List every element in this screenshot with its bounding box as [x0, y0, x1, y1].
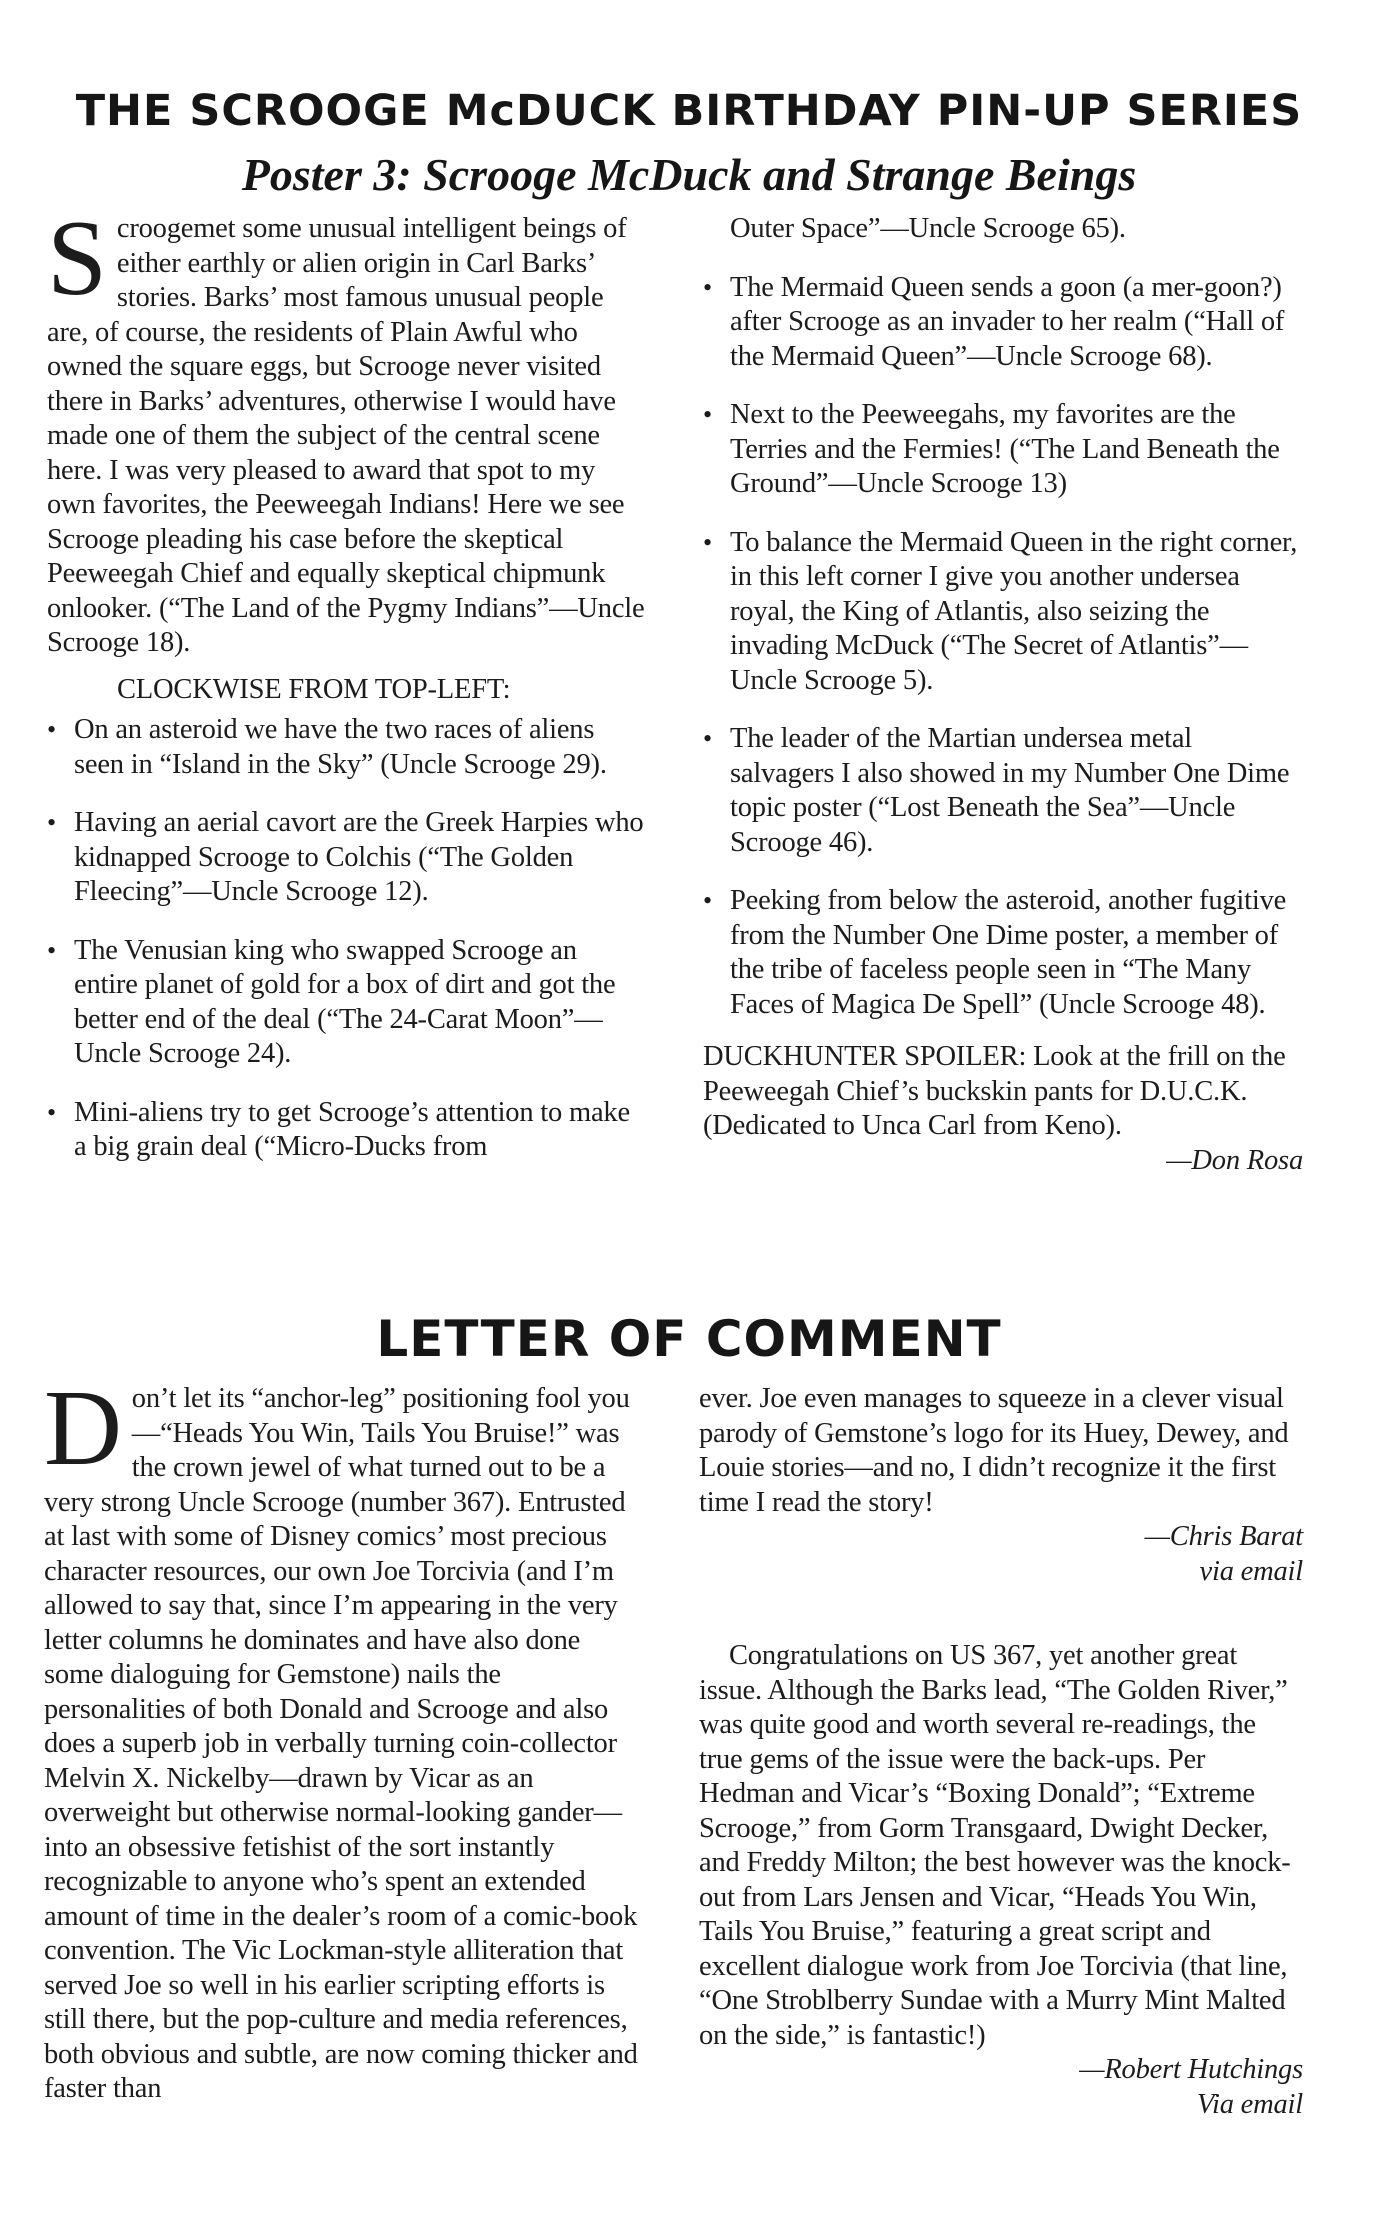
intro-text: croogemet some unusual intelligent beings of either earthly or alien origin in Carl Barks’ stories. Barks’ most famous unusual people are, of course, the residents of Plain Awful who owned the square eggs, but Scrooge never visited there in Barks’ adventures, otherwise I would have made one of them the subject of the central scene here. I was very pleased to award that spot to my own favorites, the Peeweegah Indians! Here we see Scrooge pleading his case before the skeptical Peeweegah Chief and equally skeptical chipmunk onlooker. (“The Land of the Pygmy Indians”—Uncle Scrooge 18). [47, 213, 645, 658]
letters-column-right [699, 1382, 1303, 2122]
letter2-author: —Robert Hutchings [1079, 2054, 1303, 2085]
bullet-dot-icon: • [703, 886, 712, 915]
bullet-dot-icon: • [703, 527, 712, 557]
bullet-item: • The Mermaid Queen sends a goon (a mer-goon?) after Scrooge as an invader to her realm (“Hall of the Mermaid Queen”—Uncle Scrooge 68). [703, 271, 1285, 372]
letter1-author: —Chris Barat [1144, 1521, 1303, 1552]
duckhunter-spoiler: DUCKHUNTER SPOILER: Look at the frill on the Peeweegah Chief’s buckskin pants for D.U.C.K. (Dedicated to Unca Carl from Keno). [703, 1041, 1286, 1141]
bullet-dot-icon: • [47, 808, 56, 837]
bullet-dot-icon: • [47, 1097, 56, 1127]
article-signature: —Don Rosa [1166, 1144, 1303, 1176]
bullet-continuation: Outer Space”—Uncle Scrooge 65). [730, 213, 1126, 244]
intro-dropcap: S [47, 199, 107, 318]
letter1-dropcap: D [44, 1369, 122, 1488]
letters-column-left [44, 1369, 640, 2107]
bullet-dot-icon: • [703, 724, 712, 753]
letters-title: LETTER OF COMMENT [376, 1310, 1002, 1368]
bullet-item: • Having an aerial cavort are the Greek Harpies who kidnapped Scrooge to Colchis (“The Golden Fleecing”—Uncle Scrooge 12). [47, 807, 644, 907]
intro-paragraph [47, 199, 647, 661]
bullet-item: • The Venusian king who swapped Scrooge an entire planet of gold for a box of dirt and got the better end of the deal (“The 24-Carat Moon”—Uncle Scrooge 24). [47, 934, 616, 1069]
bullet-item: • Peeking from below the asteroid, another fugitive from the Number One Dime poster, a member of the tribe of faceless people seen in “The Many Faces of Magica De Spell” (Uncle Scrooge 48). [703, 885, 1287, 1020]
bullet-dot-icon: • [47, 715, 56, 744]
article-column-left [47, 199, 647, 1189]
letter1-continued: ever. Joe even manages to squeeze in a clever visual parody of Gemstone’s logo for its Huey, Dewey, and Louie stories—and no, I didn’t recognize it the first time I read the story! [699, 1383, 1289, 1518]
article-subtitle: Poster 3: Scrooge McDuck and Strange Beings [241, 149, 1137, 200]
clockwise-heading: CLOCKWISE FROM TOP-LEFT: [117, 673, 511, 705]
letter2-via: Via email [1196, 2088, 1303, 2120]
letter-spacer [699, 1589, 1303, 1639]
letter1-paragraph [44, 1369, 640, 2107]
letter1-via: via email [1199, 1555, 1303, 1587]
bullet-dot-icon: • [703, 400, 712, 429]
bullet-item: • The leader of the Martian undersea metal salvagers I also showed in my Number One Dime topic poster (“Lost Beneath the Sea”—Uncle Scrooge 46). [703, 723, 1290, 858]
bullet-item: • Next to the Peeweegahs, my favorites are the Terries and the Fermies! (“The Land Beneath the Ground”—Uncle Scrooge 13) [703, 399, 1280, 499]
bullet-item: • To balance the Mermaid Queen in the right corner, in this left corner I give you another undersea royal, the King of Atlantis, also seizing the invading McDuck (“The Secret of Atlantis”—Uncle Scrooge 5). [703, 526, 1298, 696]
bullet-list-left [47, 713, 647, 1165]
bullet-list-right [703, 271, 1303, 1023]
letter2-text: Congratulations on US 367, yet another great issue. Although the Barks lead, “The Golden River,” was quite good and worth several re-readings, the true gems of the issue were the back-ups. Per Hedman and Vicar’s “Boxing Donald”; “Extreme Scrooge,” from Gorm Transgaard, Dwight Decker, and Freddy Milton; the best however was the knock-out from Lars Jensen and Vicar, “Heads You Win, Tails You Bruise,” featuring a great script and excellent dialogue work from Joe Torcivia (that line, “One Stroblberry Sundae with a Murry Mint Malted on the side,” is fantastic!) [699, 1640, 1291, 2051]
article-title: THE SCROOGE McDUCK BIRTHDAY PIN-UP SERIES [75, 86, 1303, 136]
bullet-dot-icon: • [47, 935, 56, 965]
bullet-item: • Mini-aliens try to get Scrooge’s attention to make a big grain deal (“Micro-Ducks from [47, 1096, 630, 1162]
bullet-item: • On an asteroid we have the two races of aliens seen in “Island in the Sky” (Uncle Scrooge 29). [47, 714, 607, 780]
letter1-text: on’t let its “anchor-leg” positioning fool you—“Heads You Win, Tails You Bruise!” was the crown jewel of what turned out to be a very strong Uncle Scrooge (number 367). Entrusted at last with some of Disney comics’ most precious character resources, our own Joe Torcivia (and I’m allowed to say that, since I’m appearing in the very letter columns he dominates and have also done some dialoguing for Gemstone) nails the personalities of both Donald and Scrooge and also does a superb job in verbally turning coin-collector Melvin X. Nickelby—drawn by Vicar as an overweight but otherwise normal-looking gander—into an obsessive fetishist of the sort instantly recognizable to anyone who’s spent an extended amount of time in the dealer’s room of a comic-book convention. The Vic Lockman-style alliteration that served Joe so well in his earlier scripting efforts is still there, but the pop-culture and media references, both obvious and subtle, are now coming thicker and faster than [44, 1383, 638, 2104]
article-column-right [703, 212, 1303, 1178]
bullet-dot-icon: • [703, 272, 712, 302]
